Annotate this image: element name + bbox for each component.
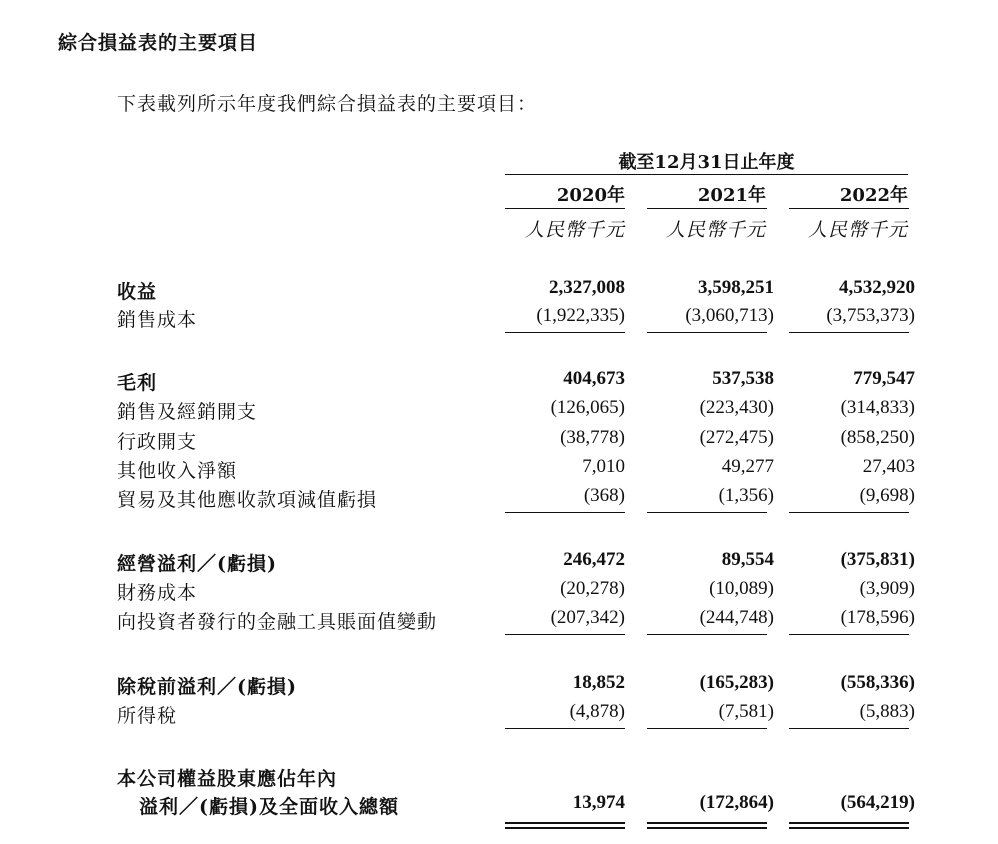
row-label: 除稅前溢利／(虧損) xyxy=(117,676,297,698)
row-value-2020: 246,472 xyxy=(563,549,625,570)
year-header-2022: 2022年 xyxy=(839,185,908,206)
row-label: 經營溢利／(虧損) xyxy=(117,553,277,575)
year-underline-2021 xyxy=(647,208,767,209)
period-underline xyxy=(505,174,908,175)
section-title: 綜合損益表的主要項目 xyxy=(58,32,259,54)
year-underline-2022 xyxy=(789,208,909,209)
subtotal-rule xyxy=(647,634,767,635)
row-value-2021: 3,598,251 xyxy=(698,277,774,298)
row-label: 其他收入淨額 xyxy=(117,460,238,482)
row-label: 貿易及其他應收款項減值虧損 xyxy=(117,489,378,511)
subtotal-rule xyxy=(647,332,767,333)
row-value-2022: (858,250) xyxy=(840,427,915,448)
unit-header-2021: 人民幣千元 xyxy=(665,219,766,241)
unit-header-2020: 人民幣千元 xyxy=(524,219,625,241)
row-value-2021: (272,475) xyxy=(699,427,774,448)
row-value-2022: 27,403 xyxy=(862,456,915,477)
subtotal-rule xyxy=(647,512,767,513)
row-label: 溢利／(虧損)及全面收入總額 xyxy=(139,796,399,818)
subtotal-rule xyxy=(789,512,909,513)
row-value-2020: 7,010 xyxy=(582,456,625,477)
row-value-2022: (3,909) xyxy=(859,578,915,599)
period-header: 截至12月31日止年度 xyxy=(618,152,795,173)
total-double-rule xyxy=(505,822,625,824)
row-label: 所得稅 xyxy=(117,705,178,727)
row-value-2022: 779,547 xyxy=(853,368,915,389)
subtotal-rule xyxy=(505,332,625,333)
row-label: 收益 xyxy=(117,281,158,303)
subtotal-rule xyxy=(505,634,625,635)
row-value-2020: 404,673 xyxy=(563,368,625,389)
row-value-2021: 49,277 xyxy=(721,456,774,477)
row-value-2021: (3,060,713) xyxy=(685,305,774,326)
row-value-2021: (172,864) xyxy=(699,792,774,813)
row-label: 本公司權益股東應佔年內 xyxy=(117,768,338,790)
row-value-2021: (1,356) xyxy=(718,485,774,506)
subtotal-rule xyxy=(789,728,909,729)
year-header-2020: 2020年 xyxy=(556,185,625,206)
total-double-rule xyxy=(789,822,909,824)
row-value-2020: (368) xyxy=(583,485,625,506)
row-value-2020: 2,327,008 xyxy=(549,277,625,298)
row-value-2022: (314,833) xyxy=(840,397,915,418)
subtotal-rule xyxy=(647,728,767,729)
unit-header-2022: 人民幣千元 xyxy=(807,219,908,241)
row-value-2020: (126,065) xyxy=(550,397,625,418)
row-value-2021: 89,554 xyxy=(721,549,774,570)
year-underline-2020 xyxy=(505,208,625,209)
row-value-2020: (20,278) xyxy=(560,578,625,599)
row-value-2021: (7,581) xyxy=(718,701,774,722)
row-value-2022: (564,219) xyxy=(840,792,915,813)
row-label: 銷售成本 xyxy=(117,309,198,331)
subtotal-rule xyxy=(789,634,909,635)
subtotal-rule xyxy=(789,332,909,333)
row-label: 行政開支 xyxy=(117,431,198,453)
row-label: 財務成本 xyxy=(117,582,198,604)
row-value-2022: (558,336) xyxy=(840,672,915,693)
row-value-2020: (4,878) xyxy=(569,701,625,722)
row-value-2022: (375,831) xyxy=(840,549,915,570)
row-label: 銷售及經銷開支 xyxy=(117,401,258,423)
row-value-2022: (9,698) xyxy=(859,485,915,506)
row-label: 毛利 xyxy=(117,372,158,394)
row-value-2020: 18,852 xyxy=(572,672,625,693)
row-value-2022: (3,753,373) xyxy=(826,305,915,326)
row-value-2020: (1,922,335) xyxy=(536,305,625,326)
row-value-2020: (207,342) xyxy=(550,607,625,628)
row-value-2020: (38,778) xyxy=(560,427,625,448)
year-header-2021: 2021年 xyxy=(697,185,766,206)
intro-text: 下表載列所示年度我們綜合損益表的主要項目： xyxy=(117,93,538,115)
total-double-rule xyxy=(789,827,909,829)
row-value-2021: (223,430) xyxy=(699,397,774,418)
row-value-2021: 537,538 xyxy=(712,368,774,389)
subtotal-rule xyxy=(505,728,625,729)
row-value-2021: (244,748) xyxy=(699,607,774,628)
row-value-2020: 13,974 xyxy=(572,792,625,813)
row-value-2021: (10,089) xyxy=(709,578,774,599)
row-value-2022: (178,596) xyxy=(840,607,915,628)
total-double-rule xyxy=(505,827,625,829)
row-label: 向投資者發行的金融工具賬面值變動 xyxy=(117,611,438,633)
row-value-2022: 4,532,920 xyxy=(839,277,915,298)
row-value-2022: (5,883) xyxy=(859,701,915,722)
subtotal-rule xyxy=(505,512,625,513)
total-double-rule xyxy=(647,827,767,829)
total-double-rule xyxy=(647,822,767,824)
row-value-2021: (165,283) xyxy=(699,672,774,693)
